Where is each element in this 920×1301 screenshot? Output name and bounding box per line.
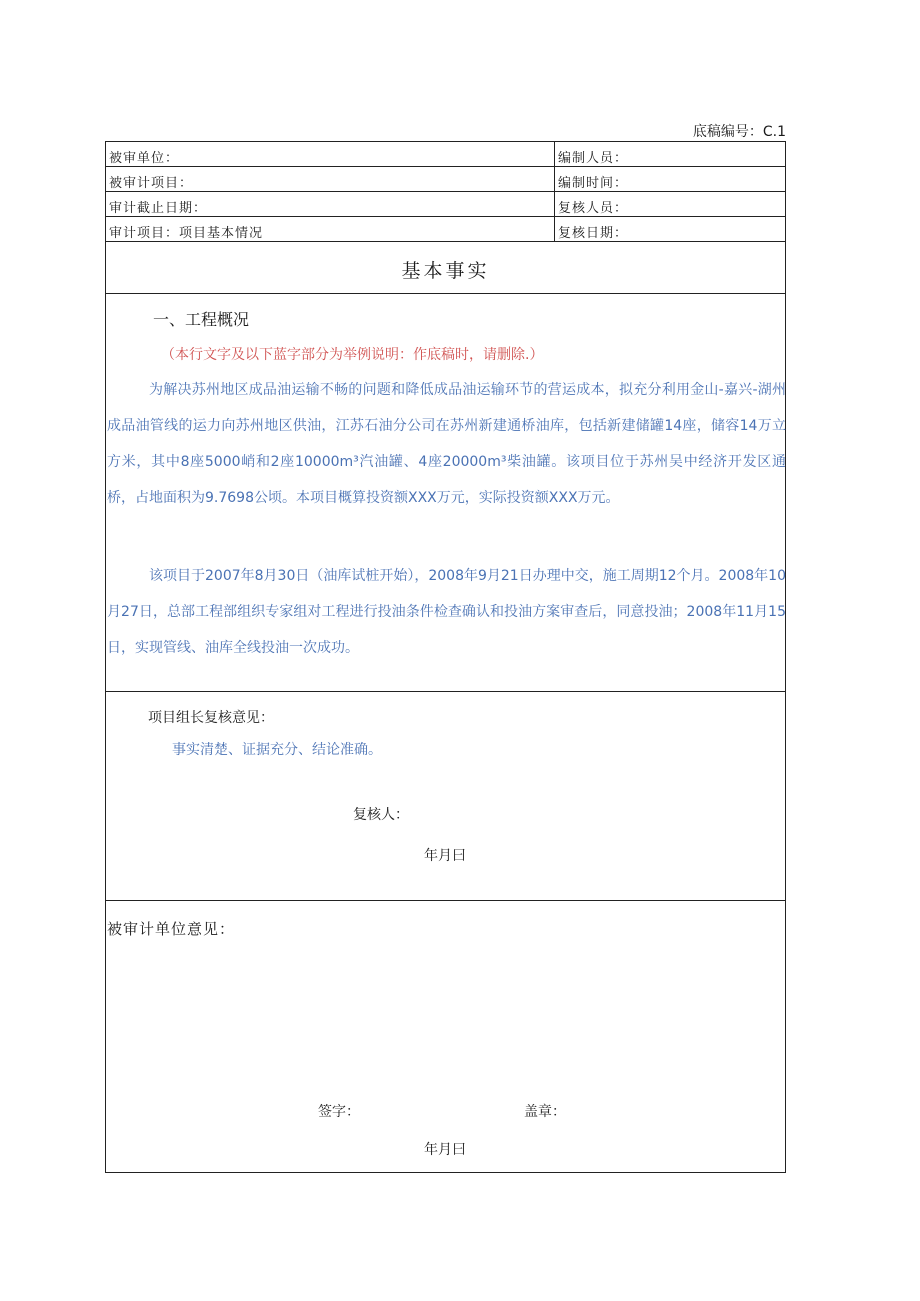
review-comment: 事实清楚、证据充分、结论准确。 — [172, 742, 382, 758]
header-row-1 — [106, 142, 785, 167]
audited-date: 年月曰 — [424, 1142, 466, 1158]
facts-paragraph-2: 该项目于2007年8月30日（油库试桩开始），2008年9月21日办理中交，施工周期12个月。2008年10月27日，总部工程部组织专家组对工程进行投油条件检查确认和投油方案审查后，同意投油；2008年11月15日，实现管线、油库全线投油一次成功。 — [107, 568, 786, 656]
review-date: 年月曰 — [424, 848, 466, 864]
header-row-3 — [106, 192, 785, 217]
form-title: 基本事实 — [401, 260, 490, 282]
ref-number: 底稿编号：C.1 — [692, 124, 786, 140]
title-row — [106, 242, 785, 294]
audited-opinion-label: 被审计单位意见： — [107, 920, 236, 938]
review-opinion-label: 项目组长复核意见： — [148, 710, 274, 726]
leader-review-section — [106, 692, 785, 901]
audit-project-label: 被审计项目： — [109, 176, 194, 191]
header-row-2 — [106, 167, 785, 192]
facts-paragraph-1: 为解决苏州地区成品油运输不畅的问题和降低成品油运输环节的营运成本，拟充分利用金山-嘉兴-湖州成品油管线的运力向苏州地区供油，江苏石油分公司在苏州新建通桥油库，包括新建储罐14座，储容14万立方米，其中8座5000峭和2座10000m³汽油罐、4座20000m³柴油罐。该项目位于苏州吴中经济开发区通桥，占地面积为9.7698公顷。本项目概算投资额XXX万元，实际投资额XXX万元。 — [107, 382, 786, 506]
reviewer-label: 复核人员： — [558, 201, 629, 216]
audit-item-label: 审计项目：项目基本情况 — [109, 226, 264, 241]
example-note: （本行文字及以下蓝字部分为举例说明：作底稿时，请删除.） — [161, 347, 544, 363]
prep-time-label: 编制时间： — [558, 176, 629, 191]
facts-section — [106, 294, 785, 692]
audited-unit-opinion-section — [106, 901, 785, 1172]
stamp-label: 盖章： — [524, 1104, 566, 1120]
signature-label: 签字： — [318, 1104, 360, 1120]
section-heading: 一、工程概况 — [153, 310, 250, 329]
header-row-4 — [106, 217, 785, 242]
audit-workpaper-form — [105, 141, 786, 1173]
cutoff-date-label: 审计截止日期： — [109, 201, 208, 216]
review-date-label: 复核日期： — [558, 226, 629, 241]
preparer-label: 编制人员： — [558, 151, 629, 166]
audited-unit-label: 被审单位： — [109, 151, 180, 166]
reviewer-signature-label: 复核人： — [353, 807, 409, 823]
